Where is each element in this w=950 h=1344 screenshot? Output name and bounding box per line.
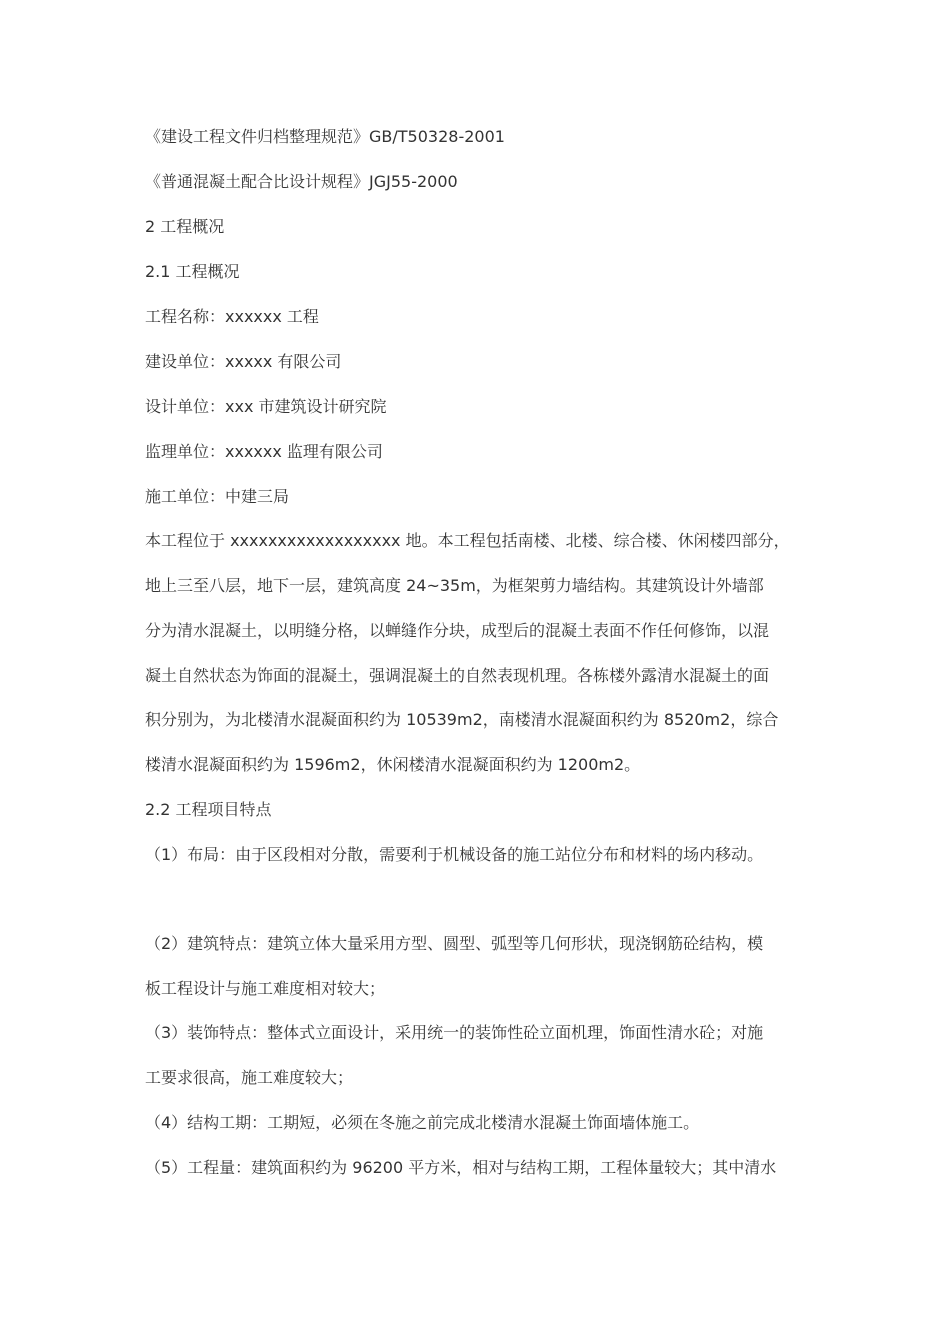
feature-item-3: （3）装饰特点：整体式立面设计，采用统一的装饰性砼立面机理，饰面性清水砼；对施 bbox=[145, 1023, 764, 1042]
reference-concrete-mix-standard: 《普通混凝土配合比设计规程》JGJ55-2000 bbox=[145, 172, 458, 191]
construction-unit: 建设单位：xxxxx 有限公司 bbox=[145, 352, 342, 371]
section-heading-2: 2 工程概况 bbox=[145, 217, 225, 236]
feature-item-2-continued: 板工程设计与施工难度相对较大； bbox=[145, 979, 386, 998]
overview-paragraph-line: 积分别为，为北楼清水混凝面积约为 10539m2，南楼清水混凝面积约为 8520m2，综合 bbox=[145, 710, 779, 729]
feature-item-5: （5）工程量：建筑面积约为 96200 平方米，相对与结构工期，工程体量较大；其中清水 bbox=[145, 1158, 777, 1177]
feature-item-1: （1）布局：由于区段相对分散，需要利于机械设备的施工站位分布和材料的场内移动。 bbox=[145, 845, 764, 864]
section-heading-2-2: 2.2 工程项目特点 bbox=[145, 800, 272, 819]
contractor-unit: 施工单位：中建三局 bbox=[145, 487, 290, 506]
overview-paragraph-line: 地上三至八层，地下一层，建筑高度 24~35m，为框架剪力墙结构。其建筑设计外墙部 bbox=[145, 576, 764, 595]
reference-archiving-standard: 《建设工程文件归档整理规范》GB/T50328-2001 bbox=[145, 127, 505, 146]
section-heading-2-1: 2.1 工程概况 bbox=[145, 262, 240, 281]
overview-paragraph-line: 分为清水混凝土，以明缝分格，以蝉缝作分块，成型后的混凝土表面不作任何修饰，以混 bbox=[145, 621, 770, 640]
project-name: 工程名称：xxxxxx 工程 bbox=[145, 307, 319, 326]
overview-paragraph-line: 楼清水混凝面积约为 1596m2，休闲楼清水混凝面积约为 1200m2。 bbox=[145, 755, 641, 774]
overview-paragraph-line: 凝土自然状态为饰面的混凝土，强调混凝土的自然表现机理。各栋楼外露清水混凝土的面 bbox=[145, 666, 770, 685]
feature-item-2: （2）建筑特点：建筑立体大量采用方型、圆型、弧型等几何形状，现浇钢筋砼结构，模 bbox=[145, 934, 764, 953]
feature-item-3-continued: 工要求很高，施工难度较大； bbox=[145, 1068, 354, 1087]
overview-paragraph-line: 本工程位于 xxxxxxxxxxxxxxxxxx 地。本工程包括南楼、北楼、综合楼、休闲楼四部分， bbox=[145, 531, 790, 550]
feature-item-4: （4）结构工期：工期短，必须在冬施之前完成北楼清水混凝土饰面墙体施工。 bbox=[145, 1113, 700, 1132]
design-unit: 设计单位：xxx 市建筑设计研究院 bbox=[145, 397, 387, 416]
supervision-unit: 监理单位：xxxxxx 监理有限公司 bbox=[145, 442, 383, 461]
